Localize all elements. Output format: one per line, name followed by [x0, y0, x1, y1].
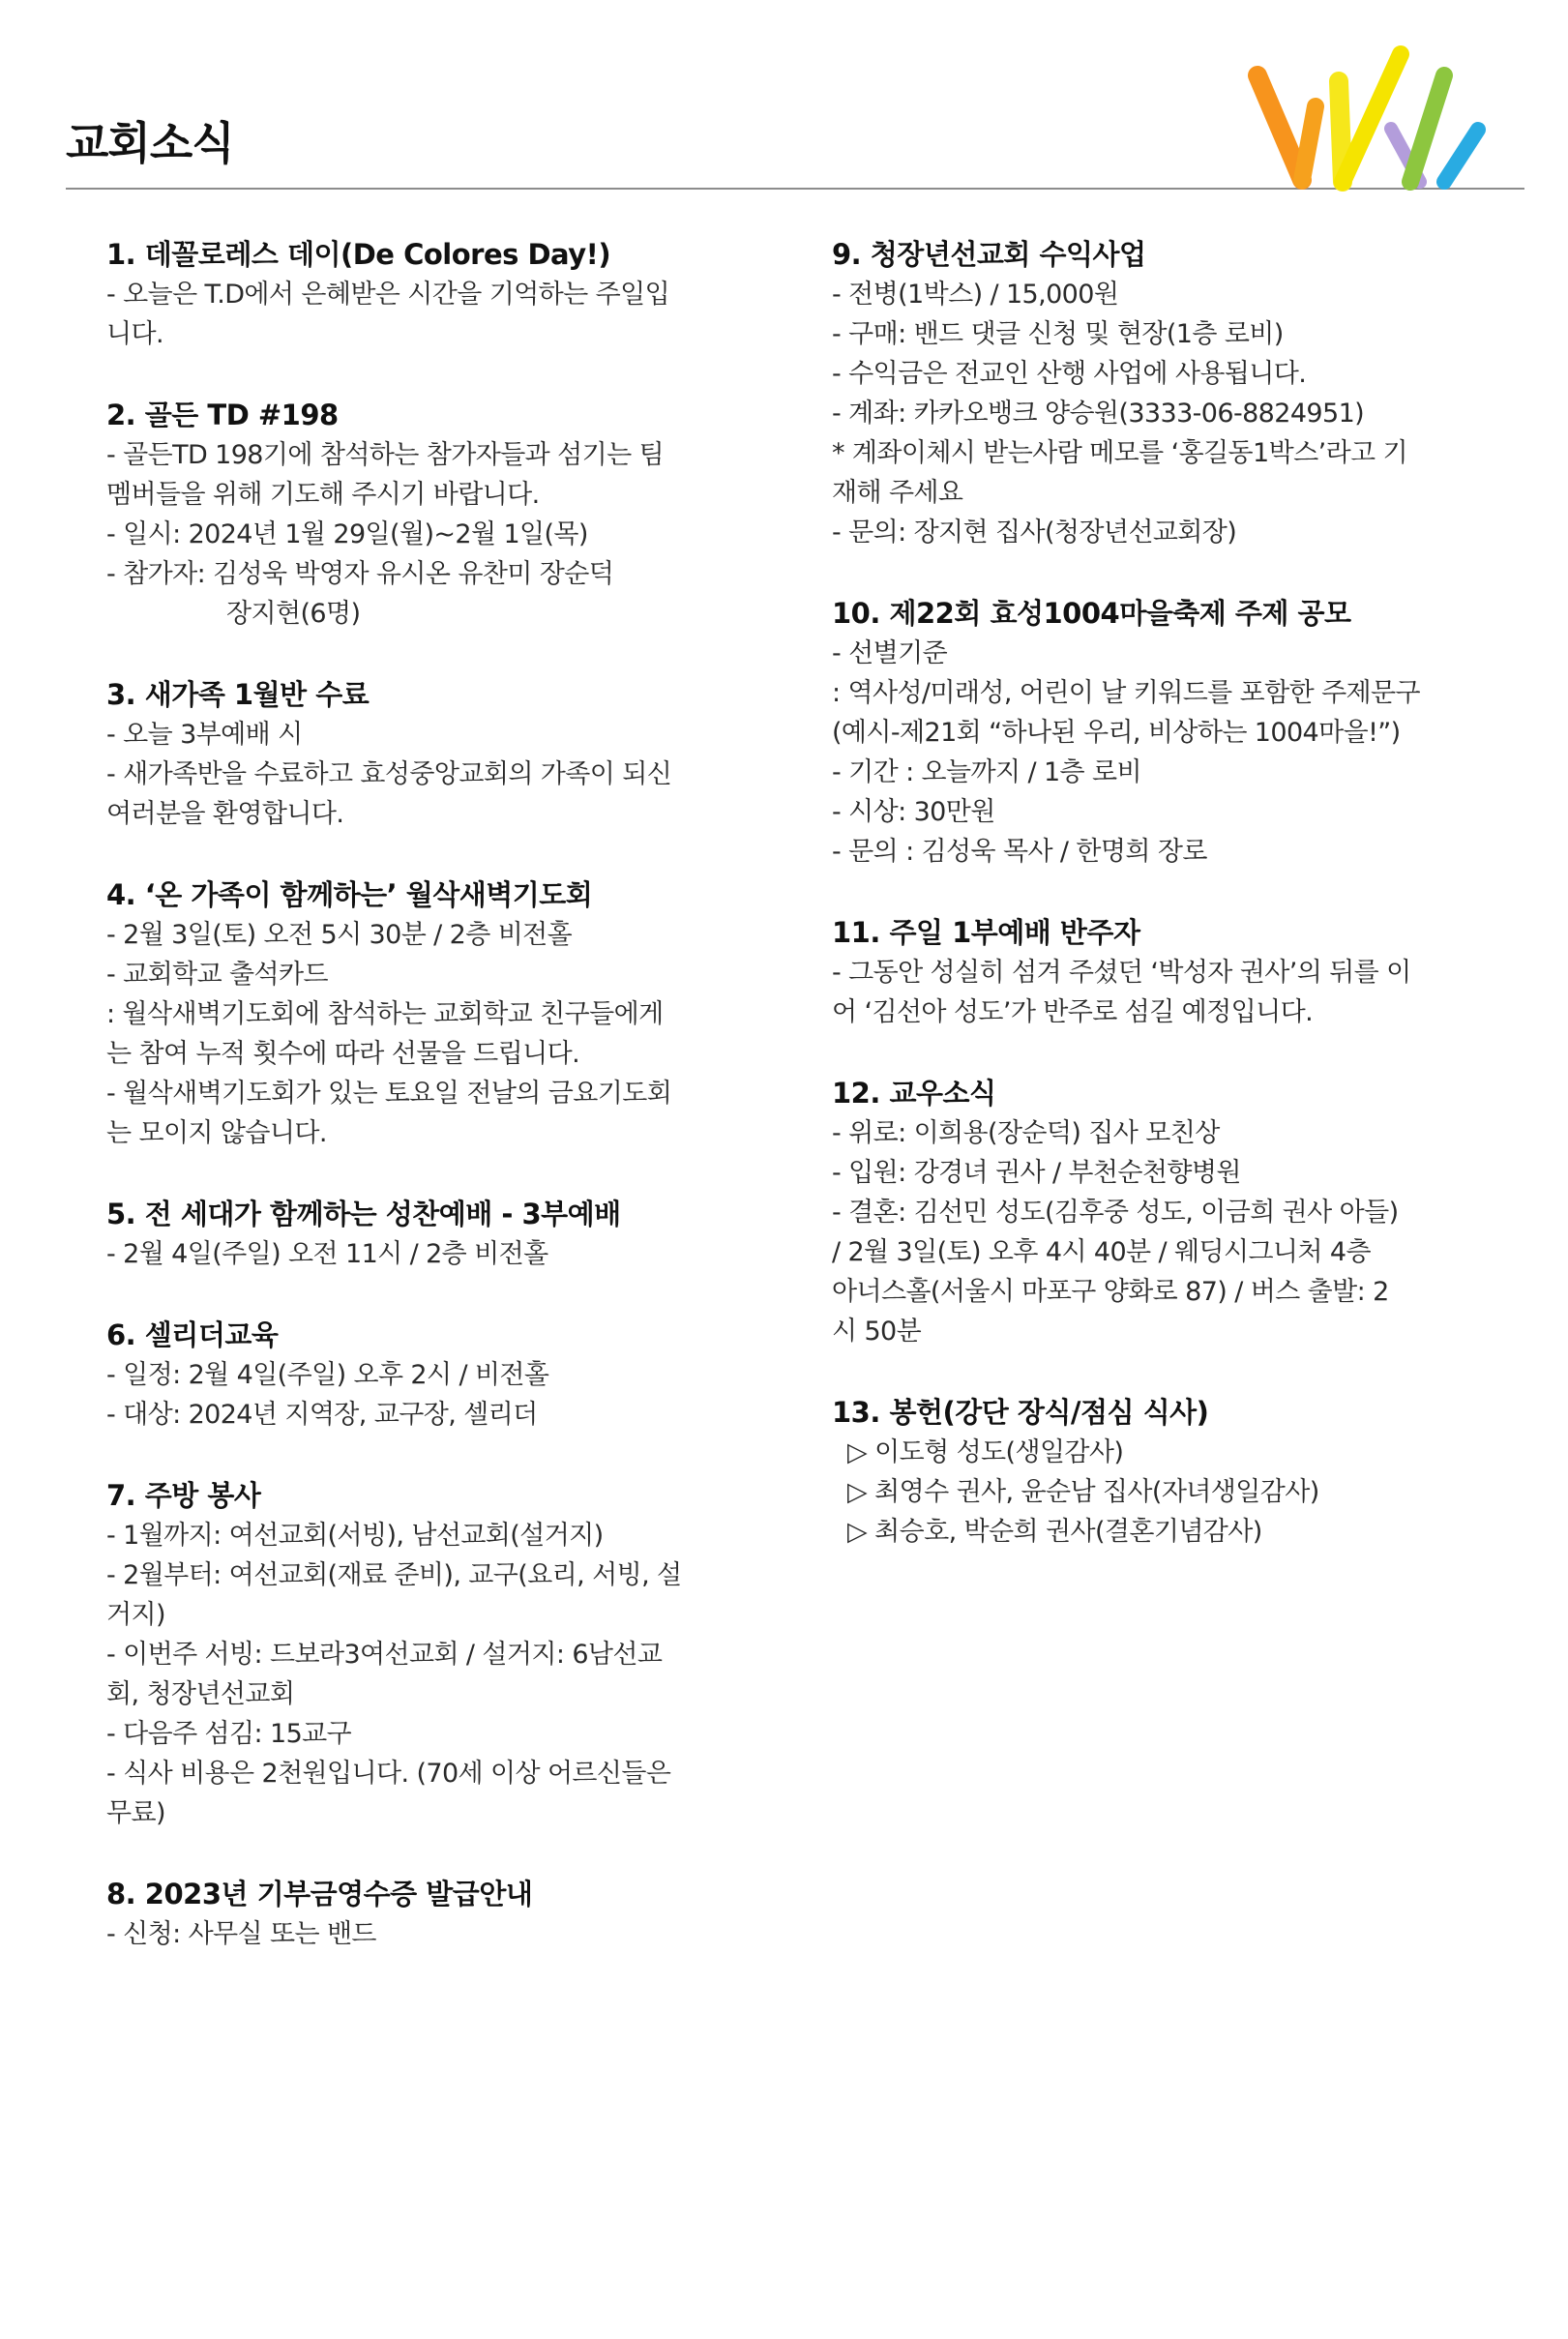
section-line: - 골든TD 198기에 참석하는 참가자들과 섬기는 팀 [106, 440, 665, 470]
section-line: - 교회학교 출석카드 [106, 960, 328, 990]
section-line: - 2월 4일(주일) 오전 11시 / 2층 비전홀 [106, 1239, 548, 1269]
section-title: 7. 주방 봉사 [106, 1479, 261, 1512]
section-line: - 2월부터: 여선교회(재료 준비), 교구(요리, 서빙, 설 [106, 1560, 682, 1590]
section-title: 5. 전 세대가 함께하는 성찬예배 - 3부예배 [106, 1198, 621, 1230]
news-item-10 [832, 593, 1490, 872]
section-line: 는 참여 누적 횟수에 따라 선물을 드립니다. [106, 1039, 580, 1069]
news-item-9 [832, 234, 1490, 552]
section-title: 11. 주일 1부예배 반주자 [832, 916, 1140, 949]
news-item-12 [832, 1073, 1490, 1351]
section-title: 6. 셀리더교육 [106, 1318, 279, 1351]
section-line: - 문의 : 김성욱 목사 / 한명희 장로 [832, 837, 1207, 867]
section-line: - 입원: 강경녀 권사 / 부천순천향병원 [832, 1158, 1241, 1188]
section-line: 여러분을 환영합니다. [106, 799, 344, 829]
section-line: - 기간 : 오늘까지 / 1층 로비 [832, 757, 1141, 787]
news-item-4 [106, 874, 764, 1153]
section-title: 10. 제22회 효성1004마을축제 주제 공모 [832, 597, 1351, 630]
section-title: 13. 봉헌(강단 장식/점심 식사) [832, 1396, 1209, 1429]
section-line: - 대상: 2024년 지역장, 교구장, 셀리더 [106, 1400, 538, 1430]
section-line: 거지) [106, 1600, 165, 1630]
news-item-8 [106, 1874, 764, 1954]
offering-item: ▷ 최영수 권사, 윤순남 집사(자녀생일감사) [847, 1477, 1319, 1507]
section-line: 어 ‘김선아 성도’가 반주로 섬길 예정입니다. [832, 997, 1314, 1027]
section-line: - 이번주 서빙: 드보라3여선교회 / 설거지: 6남선교 [106, 1640, 663, 1670]
section-title: 12. 교우소식 [832, 1077, 996, 1110]
section-line: - 월삭새벽기도회가 있는 토요일 전날의 금요기도회 [106, 1079, 672, 1109]
section-line: 무료) [106, 1798, 165, 1828]
section-line: - 그동안 성실히 섬겨 주셨던 ‘박성자 권사’의 뒤를 이 [832, 958, 1411, 988]
section-title: 1. 데꼴로레스 데이(De Colores Day!) [106, 238, 611, 271]
section-line: : 역사성/미래성, 어린이 날 키워드를 포함한 주제문구 [832, 678, 1420, 708]
section-line: 시 50분 [832, 1317, 922, 1347]
section-line: - 오늘 3부예배 시 [106, 720, 303, 750]
section-line: (예시-제21회 “하나된 우리, 비상하는 1004마을!”) [832, 718, 1401, 748]
section-line: 아너스홀(서울시 마포구 양화로 87) / 버스 출발: 2 [832, 1277, 1389, 1307]
news-item-11 [832, 912, 1490, 1032]
section-title: 9. 청장년선교회 수익사업 [832, 238, 1146, 271]
news-item-7 [106, 1475, 764, 1833]
section-line: - 식사 비용은 2천원입니다. (70세 이상 어르신들은 [106, 1759, 671, 1789]
section-line: - 선별기준 [832, 638, 948, 668]
news-item-1 [106, 234, 764, 354]
section-line: : 월삭새벽기도회에 참석하는 교회학교 친구들에게 [106, 999, 664, 1029]
page-title: 교회소식 [66, 117, 234, 169]
section-line: - 다음주 섬김: 15교구 [106, 1719, 352, 1749]
news-item-6 [106, 1315, 764, 1435]
section-line: - 일시: 2024년 1월 29일(월)~2월 1일(목) [106, 519, 588, 549]
section-title: 4. ‘온 가족이 함께하는’ 월삭새벽기도회 [106, 878, 593, 911]
section-line: 멤버들을 위해 기도해 주시기 바랍니다. [106, 480, 540, 510]
right-column [832, 234, 1490, 1592]
church-logo-icon [1246, 37, 1497, 192]
section-line: - 계좌: 카카오뱅크 양승원(3333-06-8824951) [832, 399, 1365, 429]
news-item-13 [832, 1392, 1490, 1552]
section-line: - 일정: 2월 4일(주일) 오후 2시 / 비전홀 [106, 1360, 549, 1390]
section-title: 2. 골든 TD #198 [106, 399, 339, 431]
section-line: 는 모이지 않습니다. [106, 1118, 327, 1148]
offering-item: ▷ 최승호, 박순희 권사(결혼기념감사) [847, 1517, 1262, 1547]
section-line: 회, 청장년선교회 [106, 1679, 295, 1709]
section-line: 니다. [106, 319, 163, 349]
section-line: / 2월 3일(토) 오후 4시 40분 / 웨딩시그니처 4층 [832, 1237, 1371, 1267]
news-item-5 [106, 1194, 764, 1274]
section-line: - 수익금은 전교인 산행 사업에 사용됩니다. [832, 359, 1307, 389]
section-line: - 위로: 이희용(장순덕) 집사 모친상 [832, 1118, 1220, 1148]
offering-item: ▷ 이도형 성도(생일감사) [847, 1437, 1124, 1467]
section-line: - 신청: 사무실 또는 밴드 [106, 1919, 376, 1949]
section-line: - 결혼: 김선민 성도(김후중 성도, 이금희 권사 아들) [832, 1198, 1399, 1228]
section-title: 3. 새가족 1월반 수료 [106, 678, 370, 711]
section-line: - 참가자: 김성욱 박영자 유시온 유찬미 장순덕 [106, 559, 614, 589]
section-title: 8. 2023년 기부금영수증 발급안내 [106, 1878, 533, 1910]
section-line: 재해 주세요 [832, 478, 963, 508]
section-line: - 2월 3일(토) 오전 5시 30분 / 2층 비전홀 [106, 920, 573, 950]
section-line: - 새가족반을 수료하고 효성중앙교회의 가족이 되신 [106, 759, 672, 789]
section-line: - 문의: 장지현 집사(청장년선교회장) [832, 518, 1237, 548]
left-column [106, 234, 764, 1995]
section-line-indented: 장지현(6명) [226, 599, 361, 629]
section-line: - 구매: 밴드 댓글 신청 및 현장(1층 로비) [832, 319, 1284, 349]
section-line: * 계좌이체시 받는사람 메모를 ‘홍길동1박스’라고 기 [832, 438, 1407, 468]
section-line: - 오늘은 T.D에서 은혜받은 시간을 기억하는 주일입 [106, 280, 670, 310]
section-line: - 시상: 30만원 [832, 797, 995, 827]
news-item-3 [106, 674, 764, 834]
section-line: - 전병(1박스) / 15,000원 [832, 280, 1119, 310]
news-item-2 [106, 395, 764, 634]
section-line: - 1월까지: 여선교회(서빙), 남선교회(설거지) [106, 1521, 604, 1551]
